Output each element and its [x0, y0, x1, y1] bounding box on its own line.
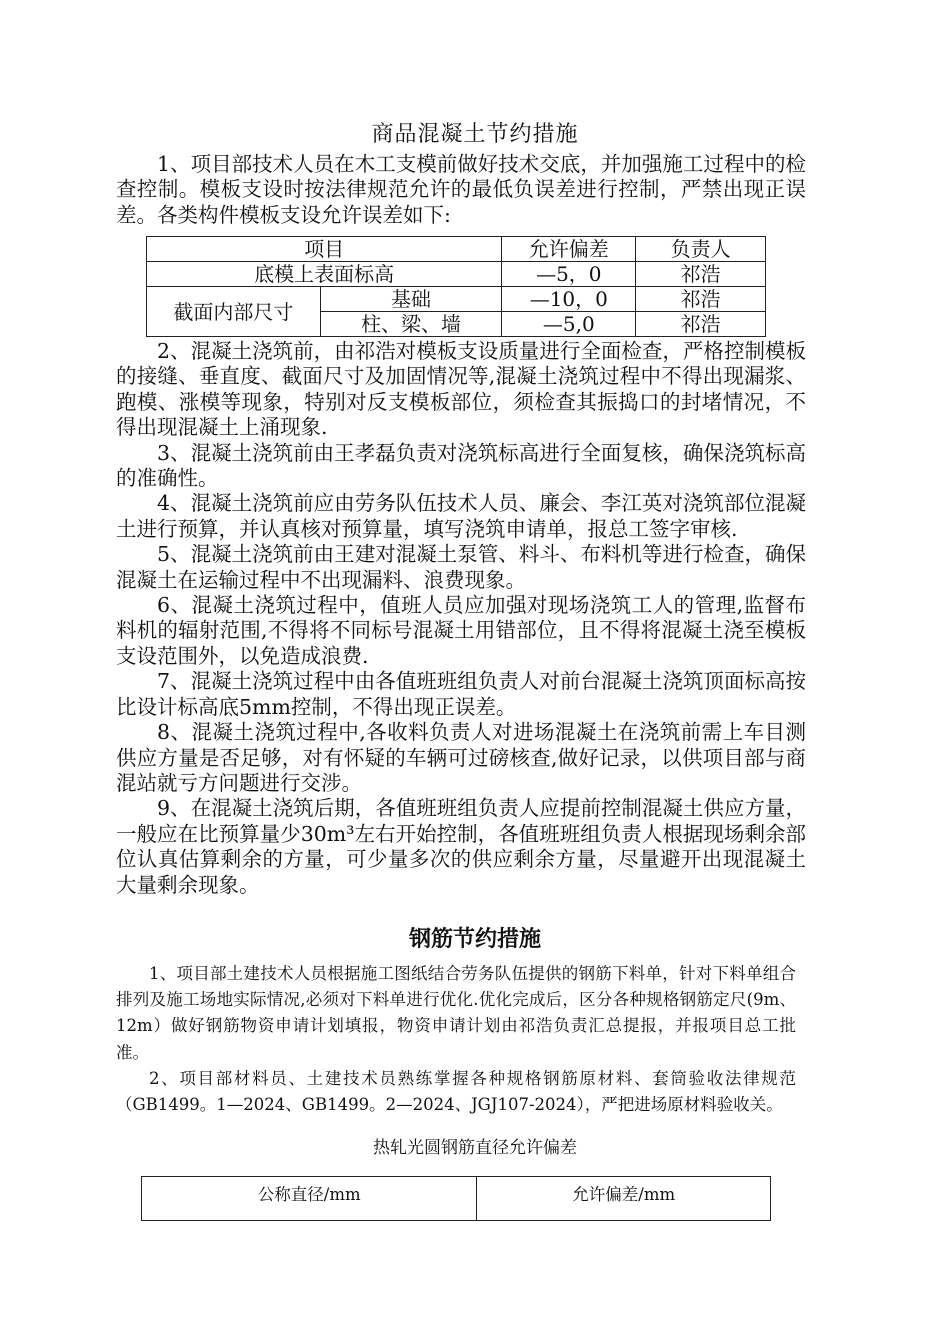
- paragraph-9: 9、在混凝土浇筑后期，各值班班组负责人应提前控制混凝土供应方量，一般应在比预算量少30m³左右开始控制，各值班班组负责人根据现场剩余部位认真估算剩余的方量，可少量多次的供应剩余方量，尽量避开出现混凝土大量剩余现象。: [116, 796, 806, 897]
- paragraph-4: 4、混凝土浇筑前应由劳务队伍技术人员、廉会、李江英对浇筑部位混凝土进行预算，并认真核对预算量，填写浇筑申请单，报总工签字审核.: [116, 491, 806, 541]
- cell-tolerance: —5,0: [502, 312, 636, 337]
- rebar-paragraph-1: 1、项目部土建技术人员根据施工图纸结合劳务队伍提供的钢筋下料单，针对下料单组合排列及施工场地实际情况,必须对下料单进行优化.优化完成后，区分各种规格钢筋定尺(9m、12m）做好钢筋物资申请计划填报，物资申请计划由祁浩负责汇总提报，并报项目总工批准。: [116, 964, 796, 1062]
- cell-sub-item: 基础: [320, 287, 502, 312]
- paragraph-5: 5、混凝土浇筑前由王建对混凝土泵管、料斗、布料机等进行检查，确保混凝土在运输过程中不出现漏料、浪费现象。: [116, 542, 806, 592]
- cell-person: 祁浩: [636, 262, 766, 287]
- rebar-paragraphs: [116, 961, 796, 1118]
- cell-item: 底模上表面标高: [147, 262, 502, 287]
- cell-tolerance: —5，0: [502, 262, 636, 287]
- paragraph-7: 7、混凝土浇筑过程中由各值班班组负责人对前台混凝土浇筑顶面标高按比设计标高底5mm控制，不得出现正误差。: [116, 669, 806, 719]
- cell-person: 祁浩: [636, 312, 766, 337]
- concrete-paragraph-1: [116, 152, 806, 228]
- header-item: 项目: [147, 237, 502, 262]
- formwork-tolerance-table: [146, 236, 766, 337]
- table-row: [147, 287, 766, 312]
- header-allowed-deviation: 允许偏差/mm: [477, 1177, 771, 1221]
- rebar-section-title: 钢筋节约措施: [408, 926, 541, 952]
- cell-sub-item: 柱、梁、墙: [320, 312, 502, 337]
- cell-group-label: 截面内部尺寸: [147, 287, 321, 337]
- concrete-section-title: 商品混凝土节约措施: [371, 122, 579, 147]
- header-tolerance: 允许偏差: [502, 237, 636, 262]
- paragraph-2: 2、混凝土浇筑前，由祁浩对模板支设质量进行全面检查，严格控制模板的接缝、垂直度、截面尺寸及加固情况等,混凝土浇筑过程中不得出现漏浆、跑模、涨模等现象，特别对反支模板部位，须检查其振捣口的封堵情况，不得出现混凝土上涌现象.: [116, 339, 806, 440]
- paragraph-3: 3、混凝土浇筑前由王孝磊负责对浇筑标高进行全面复核，确保浇筑标高的准确性。: [116, 440, 806, 491]
- table-header-row: [142, 1177, 771, 1221]
- concrete-paragraphs-rest: [116, 339, 806, 898]
- cell-person: 祁浩: [636, 287, 766, 312]
- header-nominal-diameter: 公称直径/mm: [142, 1177, 477, 1221]
- table-header-row: [147, 237, 766, 262]
- paragraph-8: 8、混凝土浇筑过程中,各收料负责人对进场混凝土在浇筑前需上车目测供应方量是否足够，对有怀疑的车辆可过磅核查,做好记录，以供项目部与商混站就亏方问题进行交涉。: [116, 720, 806, 795]
- paragraph-text: 1、项目部技术人员在木工支模前做好技术交底，并加强施工过程中的检查控制。模板支设时按法律规范允许的最低负误差进行控制，严禁出现正误差。各类构件模板支设允许误差如下:: [116, 152, 806, 227]
- paragraph-6: 6、混凝土浇筑过程中，值班人员应加强对现场浇筑工人的管理,监督布料机的辐射范围,不得将不同标号混凝土用错部位，且不得将混凝土浇至模板支设范围外，以免造成浪费.: [116, 593, 806, 668]
- cell-tolerance: —10，0: [502, 287, 636, 312]
- rebar-table-caption: 热轧光圆钢筋直径允许偏差: [373, 1138, 577, 1158]
- header-person: 负责人: [636, 237, 766, 262]
- table-row: [147, 262, 766, 287]
- rebar-paragraph-2: 2、项目部材料员、土建技术员熟练掌握各种规格钢筋原材料、套筒验收法律规范（GB1499。1—2024、GB1499。2—2024、JGJ107-2024），严把进场原材料验收关。: [116, 1068, 796, 1115]
- rebar-tolerance-table: [141, 1176, 771, 1221]
